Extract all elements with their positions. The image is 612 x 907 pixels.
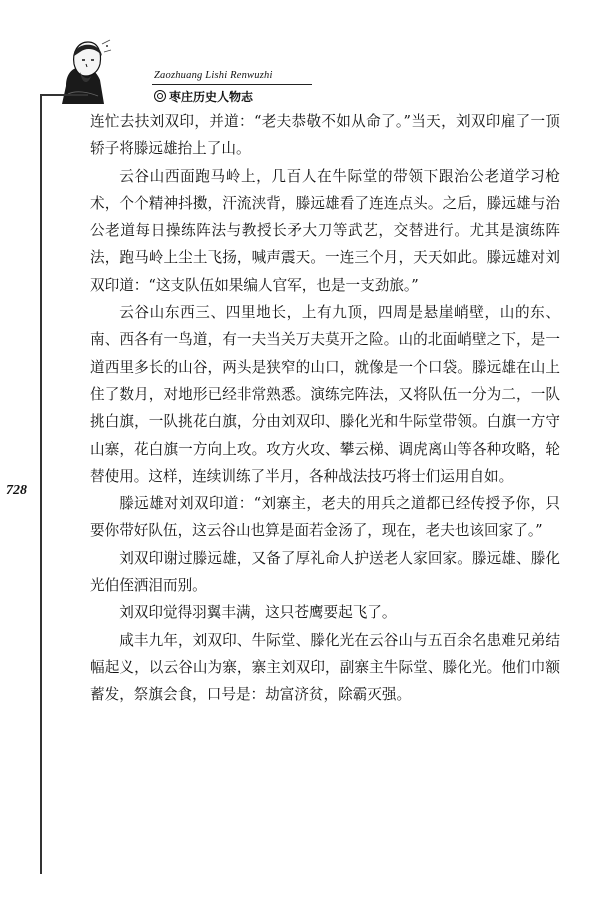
margin-rule-vertical [40, 94, 42, 874]
page-number: 728 [6, 483, 27, 498]
paragraph: 咸丰九年，刘双印、牛际堂、滕化光在云谷山与五百余名患难兄弟结幅起义，以云谷山为寨，寨主刘双印，副寨主牛际堂、滕化光。他们巾额蓄发，祭旗会食，口号是：劫富济贫，除霸灭强。 [90, 631, 560, 704]
series-title-english: Zaozhuang Lishi Renwuzhi [154, 70, 273, 81]
double-circle-icon [154, 90, 166, 102]
running-header [58, 34, 273, 106]
body-text [90, 108, 560, 709]
series-title-chinese-text: 枣庄历史人物志 [169, 90, 254, 104]
margin-rule-horizontal [40, 94, 88, 96]
paragraph: 云谷山西面跑马岭上，几百人在牛际堂的带领下跟治公老道学习枪术，个个精神抖擞，汗流浃背，滕远雄看了连连点头。之后，滕远雄与治公老道每日操练阵法与教授长矛大刀等武艺，交替进行。尤其是演练阵法，跑马岭上尘土飞扬，喊声震天。一连三个月，天天如此。滕远雄对刘双印道：“这支队伍如果编人官军，也是一支劲旅。” [90, 167, 560, 294]
paragraph: 连忙去扶刘双印，并道：“老夫恭敬不如从命了。”当天，刘双印雇了一顶轿子将滕远雄抬上了山。 [90, 113, 560, 158]
paragraph: 刘双印谢过滕远雄，又备了厚礼命人护送老人家回家。滕远雄、滕化光伯侄洒泪而别。 [90, 549, 560, 595]
series-title-chinese [154, 88, 253, 105]
paragraph: 云谷山东西三、四里地长，上有九顶，四周是悬崖峭壁，山的东、南、西各有一鸟道，有一夫当关万夫莫开之险。山的北面峭壁之下，是一道西里多长的山谷，两头是狭窄的山口，就像是一个口袋。滕远雄在山上住了数月，对地形已经非常熟悉。演练完阵法，又将队伍一分为二，一队挑白旗，一队挑花白旗，分由刘双印、滕化光和牛际堂带领。白旗一方守山寨，花白旗一方向上攻。攻方火攻、攀云梯、调虎离山等各种攻略，轮替使用。这样，连续训练了半月，各种战法技巧将士们运用自如。 [90, 304, 560, 485]
paragraph: 滕远雄对刘双印道：“刘寨主，老夫的用兵之道都已经传授予你，只要你带好队伍，这云谷山也算是面若金汤了，现在，老夫也该回家了。” [90, 495, 560, 540]
paragraph: 刘双印觉得羽翼丰满，这只苍鹰要起飞了。 [119, 604, 397, 622]
header-rule [152, 84, 312, 85]
